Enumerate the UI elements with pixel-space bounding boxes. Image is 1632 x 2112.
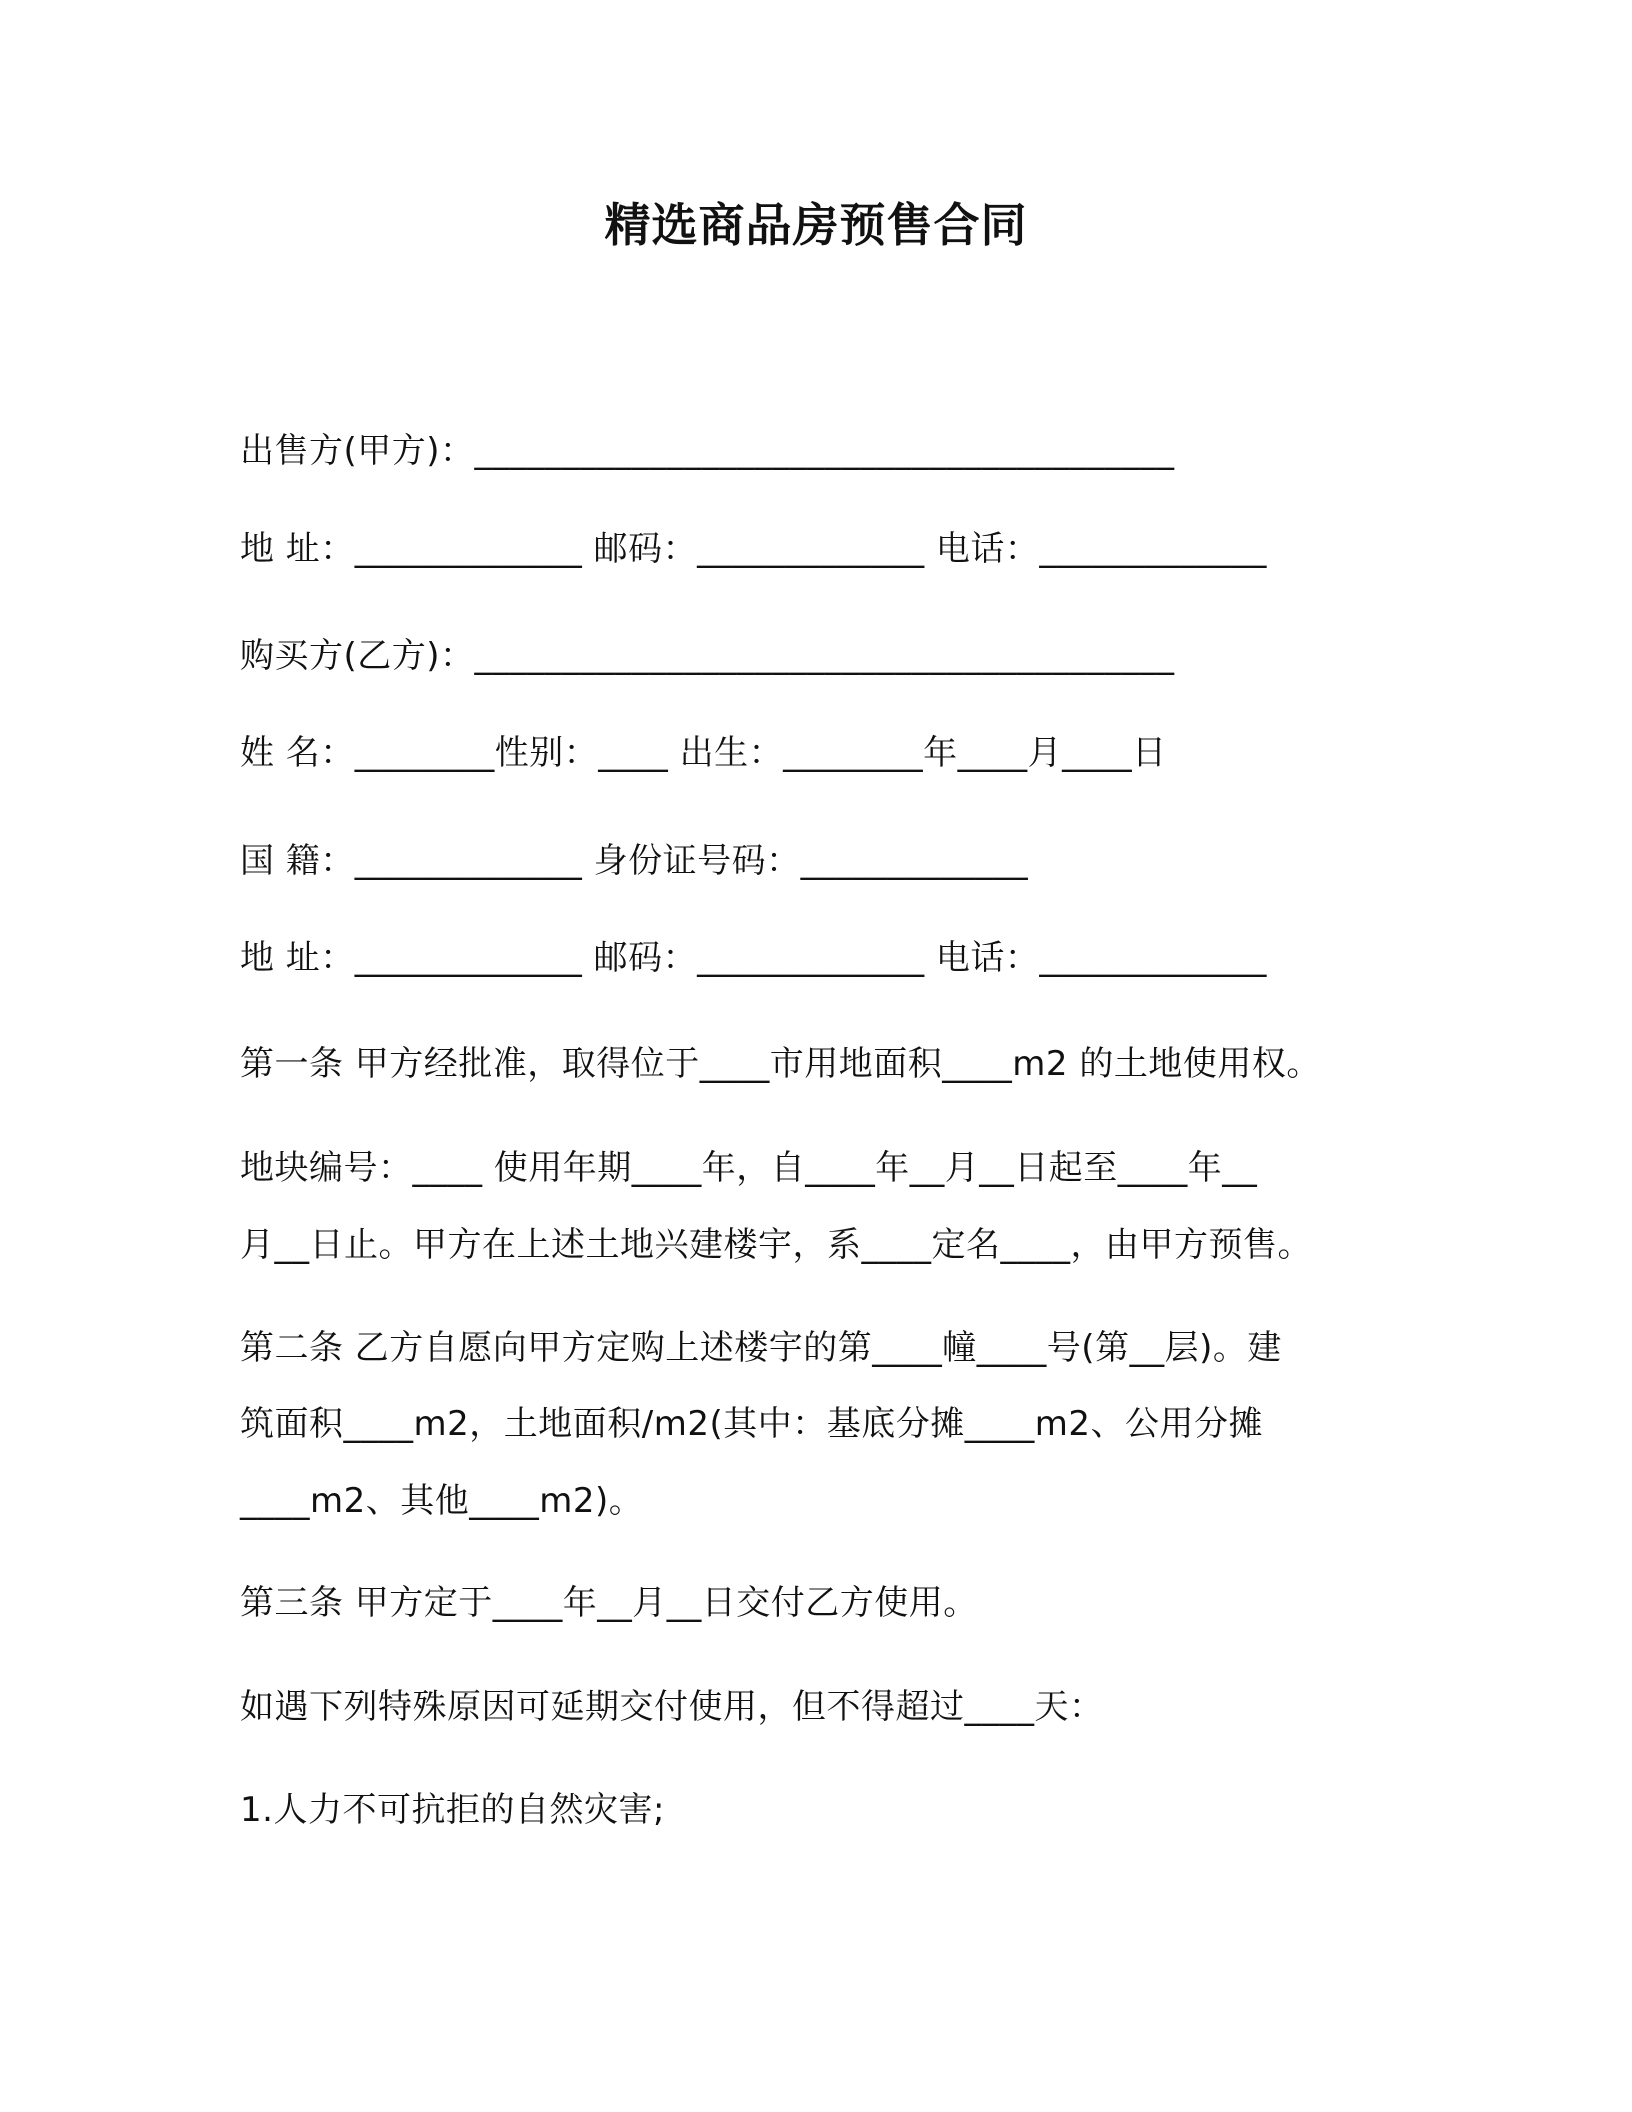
document-title: 精选商品房预售合同 (604, 198, 1028, 252)
plot-number-line-cont: 月__日止。甲方在上述土地兴建楼宇，系____定名____，由甲方预售。 (240, 1225, 1312, 1265)
article-2-line: 第二条 乙方自愿向甲方定购上述楼宇的第____幢____号(第__层)。建 (240, 1328, 1282, 1368)
seller-address-line: 地 址：_____________ 邮码：_____________ 电话：_____________ (240, 529, 1267, 569)
article-1-line: 第一条 甲方经批准，取得位于____市用地面积____m2 的土地使用权。 (240, 1044, 1321, 1084)
plot-number-line: 地块编号：____ 使用年期____年，自____年__月__日起至____年__ (240, 1148, 1258, 1188)
article-2-line-cont: 筑面积____m2，土地面积/m2(其中：基底分摊____m2、公用分摊 (240, 1404, 1263, 1444)
buyer-nationality-line: 国 籍：_____________ 身份证号码：_____________ (240, 841, 1029, 881)
delay-reason-1-line: 1.人力不可抗拒的自然灾害; (240, 1790, 665, 1830)
seller-line: 出售方(甲方)：________________________________________ (240, 431, 1175, 471)
article-3-line: 第三条 甲方定于____年__月__日交付乙方使用。 (240, 1583, 978, 1623)
buyer-line: 购买方(乙方)：________________________________________ (240, 636, 1175, 676)
article-2-line-end: ____m2、其他____m2)。 (240, 1481, 644, 1521)
buyer-name-line: 姓 名：________性别：____ 出生：________年____月____日 (240, 733, 1167, 773)
delay-clause-line: 如遇下列特殊原因可延期交付使用，但不得超过____天： (240, 1687, 1104, 1727)
buyer-address-line: 地 址：_____________ 邮码：_____________ 电话：_____________ (240, 938, 1267, 978)
